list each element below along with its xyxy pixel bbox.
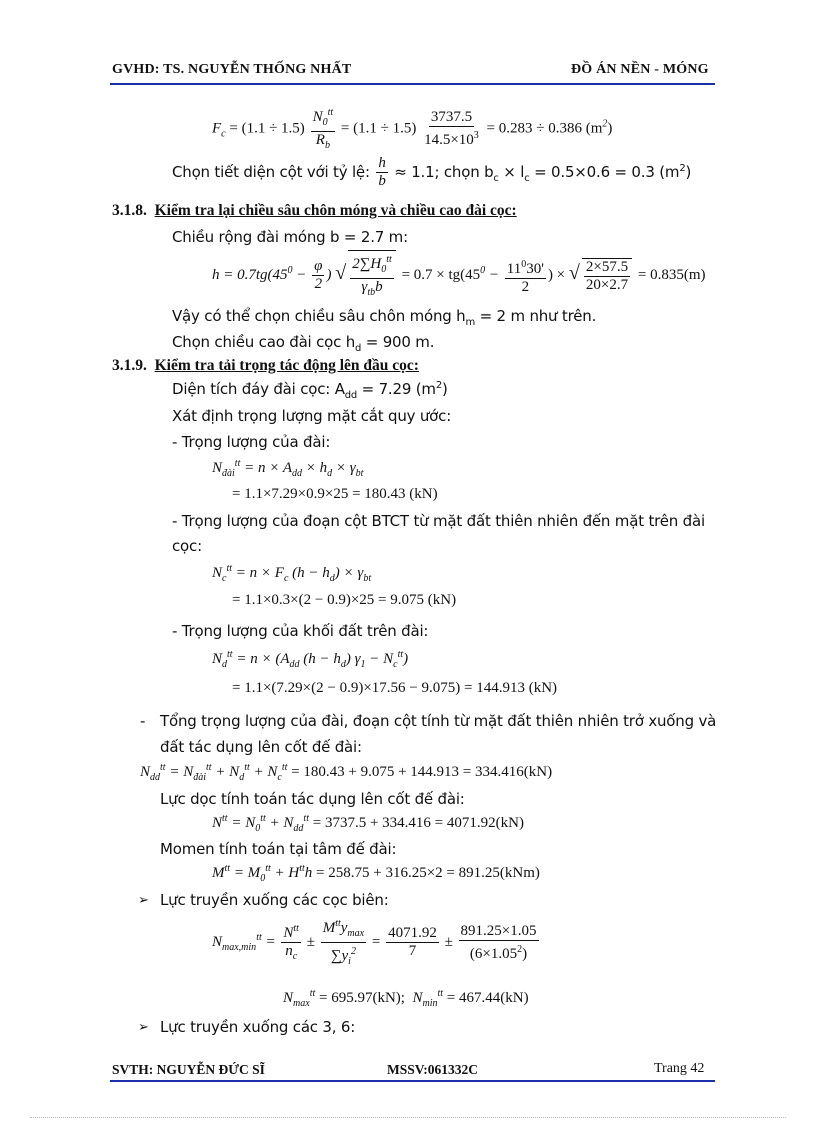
footer-mssv: MSSV:061332C	[387, 1062, 479, 1077]
item-trong-luong-cot-cont: cọc:	[172, 537, 202, 555]
section-3-1-8: 3.1.8. Kiểm tra lại chiều sâu chôn móng và chiều cao đài cọc:	[112, 202, 517, 219]
eq-momen: $M^{tt} = M_0^{tt} + H^{tt}h = 258.75 + 316.25\times 2 = 891.25(kNm)$	[212, 863, 540, 884]
eq-tong: $N_{dd}^{tt} = N_{đài}^{tt} + N_d^{tt} + N_c^{tt} = 180.43 + 9.075 + 144.913 = 334.416(kN)$	[140, 762, 553, 783]
line-tong-trong-luong: Tổng trọng lượng của đài, đoạn cột tính từ mặt đất thiên nhiên trở xuống và	[160, 712, 717, 730]
line-chon-chieu-cao: Chọn chiều cao đài cọc $h_d = 900$ m.	[172, 333, 435, 354]
item-trong-luong-dat: - Trọng lượng của khối đất trên đài:	[172, 622, 429, 640]
eq-h: $h = 0.7tg(45^0$ − $\frac{\varphi}{2}$ ) √ $\frac{2\sum H_0^{tt}}{\gamma_{tb}b}$ = $0.7 \times tg(45^0$ − $\frac{11^030'}{2}$ ) × √ $\frac{2\times 57.5}{20\times 2.7}$ = 0.835(m)	[212, 250, 705, 301]
arrow-bullet-icon: ➢	[138, 893, 149, 908]
page-edge-dotted-line	[30, 1117, 786, 1118]
eq-cot-2: = 1.1×0.3×(2 − 0.9)×25 = 9.075 (kN)	[232, 592, 457, 608]
eq-dai-2: = 1.1×7.29×0.9×25 = 180.43 (kN)	[232, 486, 438, 502]
header-right: ĐỒ ÁN NỀN - MÓNG	[571, 62, 709, 77]
dash-marker: -	[140, 712, 146, 730]
bullet-luc-3-6: Lực truyền xuống các 3, 6:	[160, 1018, 356, 1036]
eq-luc-doc: $N^{tt} = N_0^{tt} + N_{dd}^{tt} = 3737.5 + 334.416 = 4071.92(kN)$	[212, 813, 524, 834]
footer-rule	[110, 1080, 715, 1082]
section-3-1-9: 3.1.9. Kiểm tra tải trọng tác động lên đầu cọc:	[112, 357, 419, 374]
footer-page-number: Trang 42	[654, 1061, 705, 1076]
eq-dat-2: = 1.1×(7.29×(2 − 0.9)×17.56 − 9.075) = 144.913 (kN)	[232, 680, 558, 696]
footer-left: SVTH: NGUYỄN ĐỨC SĨ	[112, 1062, 265, 1077]
line-tong-trong-luong-cont: đất tác dụng lên cốt đế đài:	[160, 738, 362, 756]
line-chon-tiet-dien: Chọn tiết diện cột với tỷ lệ: $\frac{h}{b}$ ≈ 1.1; chọn $b_c \times l_c = 0.5\times 0.6 = 0.3$ $(m^2)$	[172, 155, 692, 189]
header-left: GVHD: TS. NGUYỄN THỐNG NHẤT	[112, 62, 352, 77]
line-vay: Vậy có thể chọn chiều sâu chôn móng $h_m = 2$ m như trên.	[172, 307, 597, 328]
line-dien-tich: Diện tích đáy đài cọc: $A_{dd} = 7.29$ $(m^2)$	[172, 380, 448, 401]
item-trong-luong-cot: - Trọng lượng của đoạn cột BTCT từ mặt đất thiên nhiên đến mặt trên đài	[172, 512, 705, 530]
item-trong-luong-dai: - Trọng lượng của đài:	[172, 433, 331, 451]
eq-coc-bien: $N_{max,min}^{tt}$ = $\frac{N^{tt}}{n_c}$ ± $\frac{M^{tt}y_{max}}{\sum y_i^2}$ = $\frac{4071.92}{7}$ ± $\frac{891.25\times 1.05}{(6\times 1.05^2)}$	[212, 915, 541, 970]
eq-fc: $F_c = (1.1 \div 1.5)$ $\frac{N_0^{tt}}{R_b}$ = (1.1 ÷ 1.5) $\frac{3737.5}{14.5\times 10^3}$ = 0.283 ÷ 0.386 $(m^2)$	[212, 104, 612, 154]
eq-coc-ket-qua: $N_{max}^{tt} = 695.97(kN)$; $N_{min}^{tt} = 467.44(kN)$	[283, 988, 529, 1009]
eq-dai-1: $N_{đài}^{tt} = n \times A_{dd} \times h_d \times \gamma_{bt}$	[212, 458, 364, 479]
line-momen: Momen tính toán tại tâm đế đài:	[160, 840, 397, 858]
header-rule	[110, 83, 715, 85]
eq-dat-1: $N_d^{tt} = n \times (A_{dd}$ $(h - h_d)$ $\gamma_1 - N_c^{tt}$)	[212, 649, 409, 670]
line-xac-dinh: Xát định trọng lượng mặt cắt quy ước:	[172, 407, 452, 425]
arrow-bullet-icon: ➢	[138, 1020, 149, 1035]
eq-cot-1: $N_c^{tt} = n \times F_c$ $(h - h_d) \times \gamma_{bt}$	[212, 563, 372, 584]
line-chieu-rong: Chiều rộng đài móng b = 2.7 m:	[172, 228, 408, 246]
bullet-luc-bien: Lực truyền xuống các cọc biên:	[160, 891, 389, 909]
line-luc-doc: Lực dọc tính toán tác dụng lên cốt đế đài:	[160, 790, 465, 808]
